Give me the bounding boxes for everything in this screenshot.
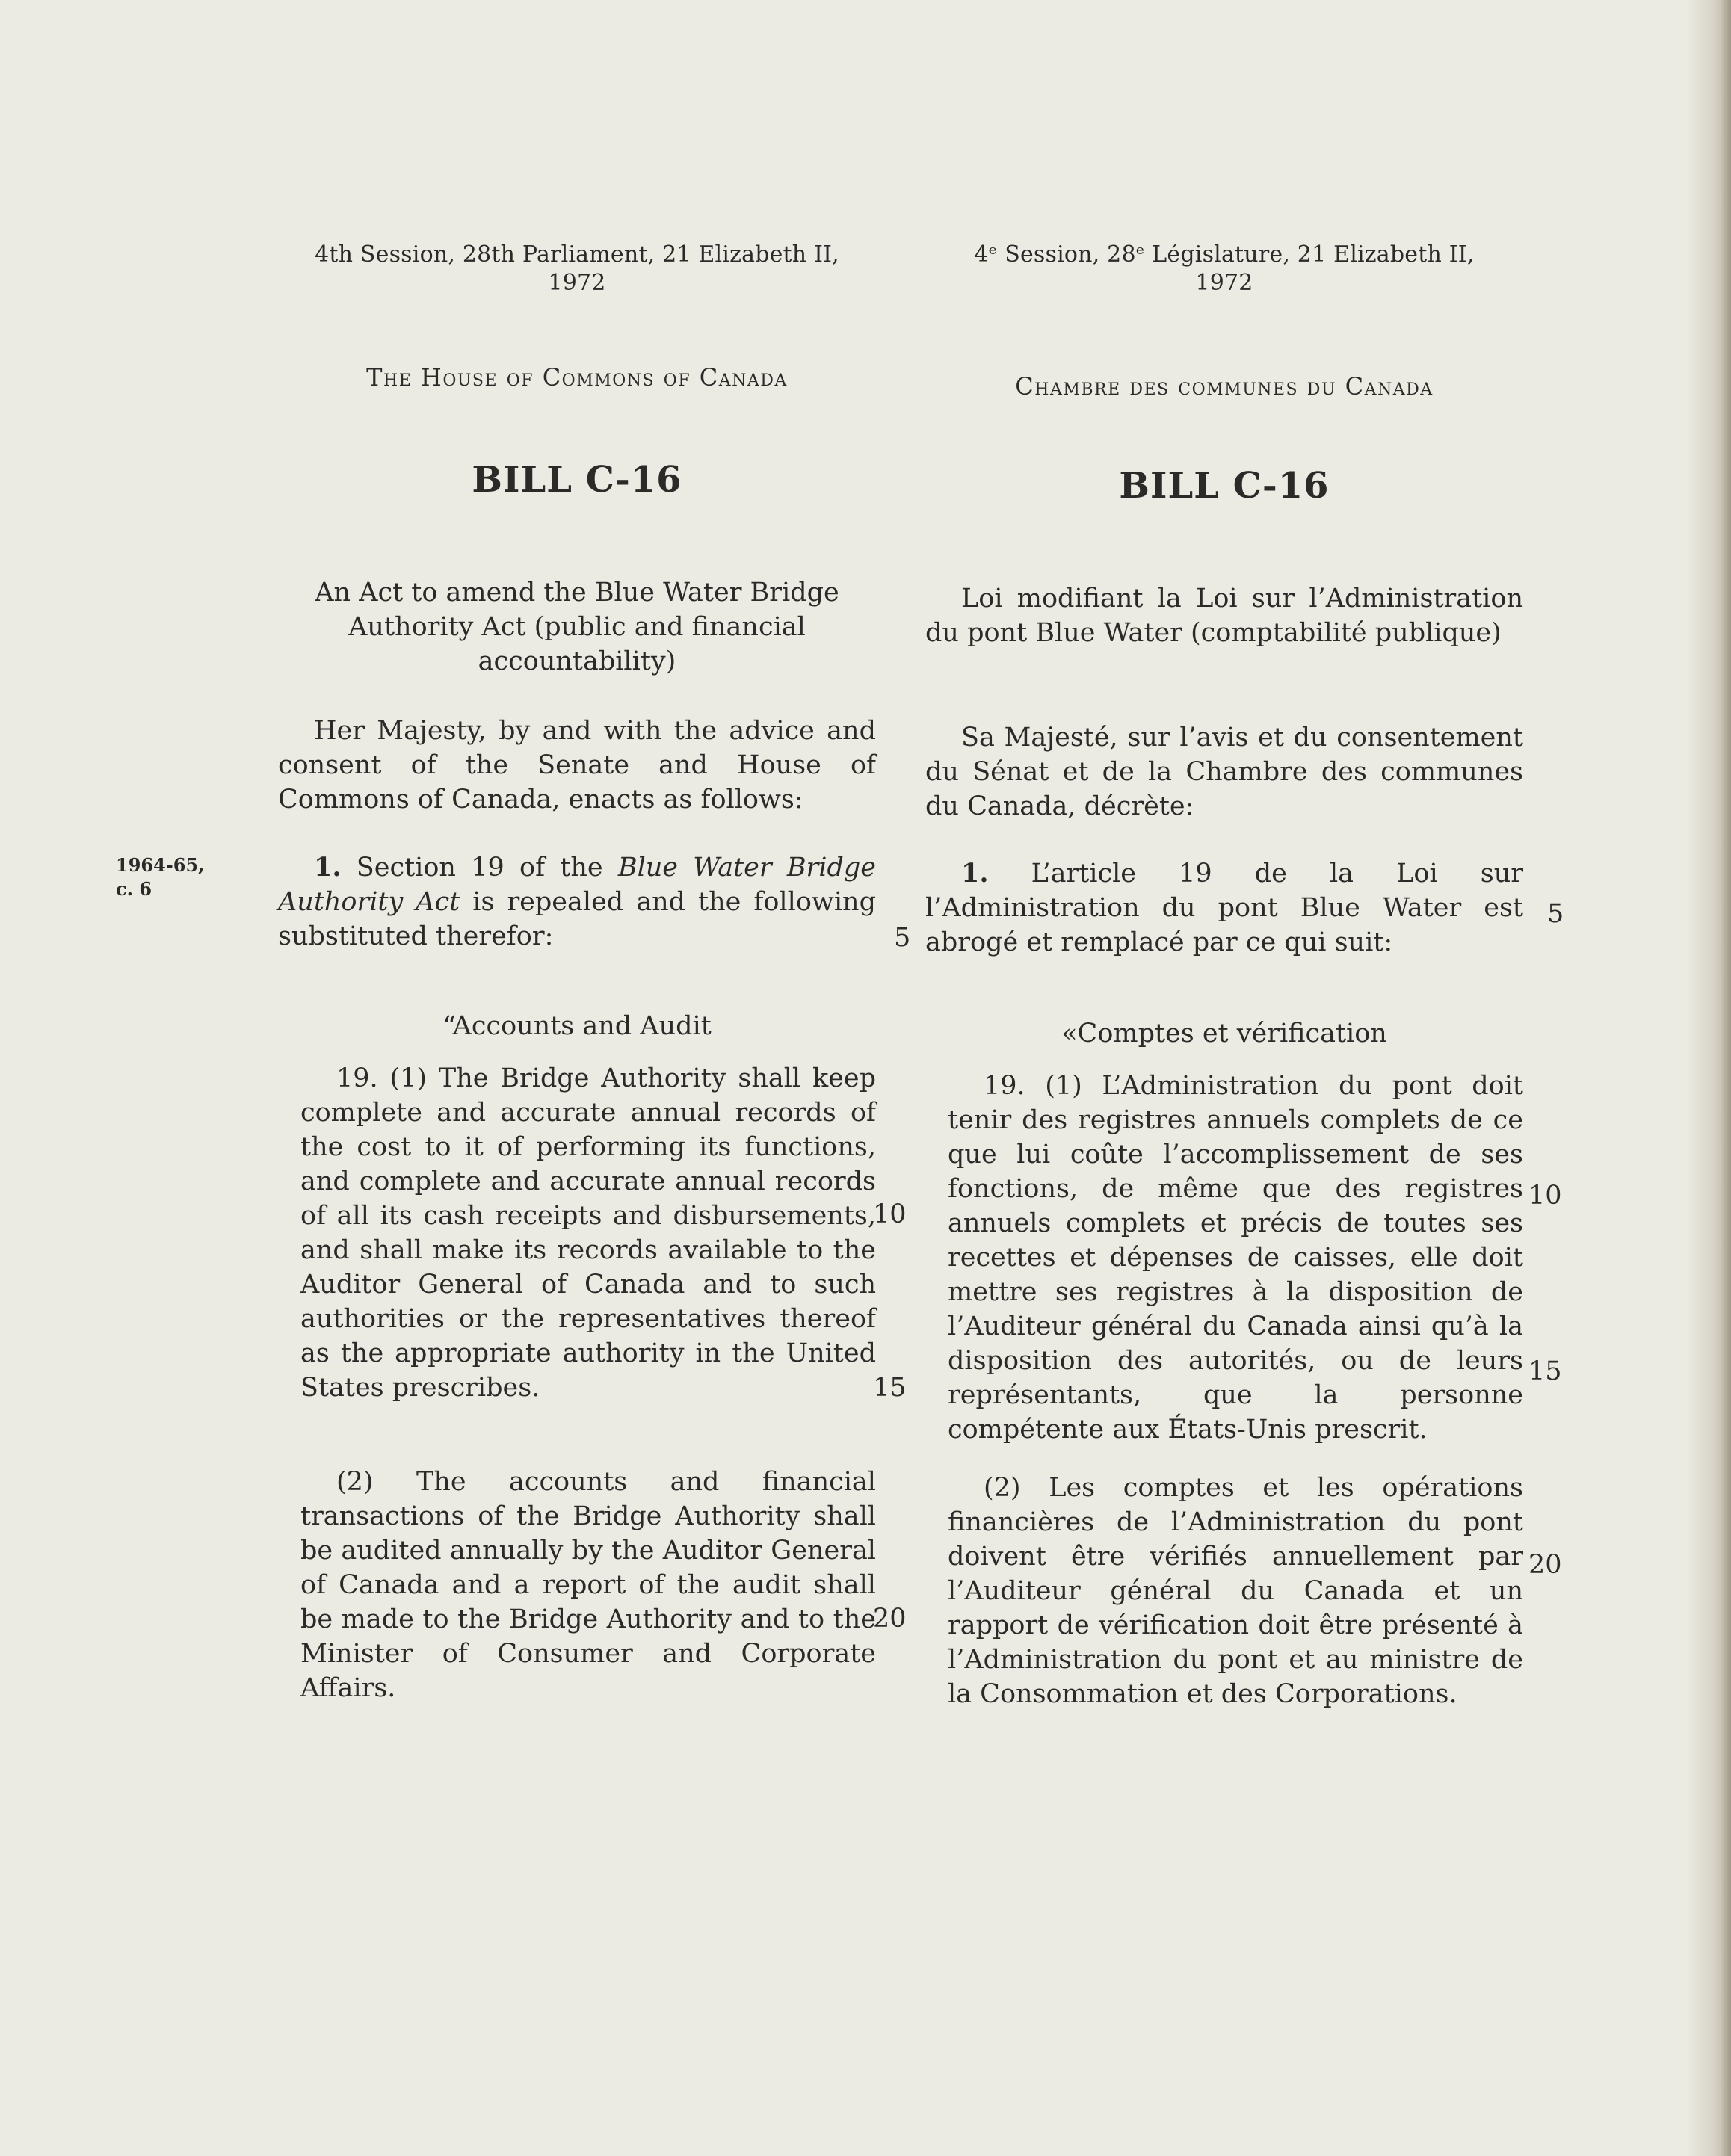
french-session bbox=[925, 241, 1523, 297]
english-heading-accounts-audit: “Accounts and Audit bbox=[442, 1011, 712, 1041]
french-section-1-number: 1. bbox=[961, 858, 989, 889]
english-section-1 bbox=[278, 850, 876, 954]
english-act-name: Blue Water Bridge Authority Act bbox=[278, 853, 876, 917]
english-section-1-text-b: is repealed and the following substituted therefor: bbox=[278, 887, 876, 951]
french-bill-title: BILL C-16 bbox=[1119, 465, 1330, 507]
line-number-20-french: 20 bbox=[1528, 1550, 1562, 1580]
french-house-heading: Chambre des communes du Canada bbox=[1015, 372, 1434, 401]
french-section-1 bbox=[925, 856, 1523, 960]
english-house-heading: The House of Commons of Canada bbox=[366, 363, 788, 392]
line-number-15-english: 15 bbox=[873, 1373, 907, 1403]
french-act-title: Loi modifiant la Loi sur l’Administration du pont Blue Water (comptabilité publique) bbox=[925, 584, 1523, 648]
line-number-20-english: 20 bbox=[873, 1604, 907, 1634]
french-heading-comptes-verification: «Comptes et vérification bbox=[1061, 1019, 1387, 1048]
english-session-line: 4th Session, 28th Parliament, 21 Elizabeth II, bbox=[315, 241, 839, 268]
line-number-15-french: 15 bbox=[1528, 1356, 1562, 1386]
french-enacting-clause: Sa Majesté, sur l’avis et du consentement du Sénat et de la Chambre des communes du Canada, décrète: bbox=[925, 723, 1523, 821]
french-session-line: 4ᵉ Session, 28ᵉ Législature, 21 Elizabeth II, bbox=[974, 241, 1475, 268]
margin-note-chapter: c. 6 bbox=[116, 878, 152, 900]
line-number-5-french: 5 bbox=[1547, 899, 1564, 929]
french-subsection-19-2: (2) Les comptes et les opérations financières de l’Administration du pont doivent être vérifiés annuellement par l’Auditeur général du Canada et un rapport de vérification doit être présenté à l’Administration du pont et au ministre de la Consommation et des Corporations. bbox=[948, 1473, 1523, 1709]
english-bill-title: BILL C-16 bbox=[472, 459, 682, 501]
english-subsection-19-2: (2) The accounts and financial transactions of the Bridge Authority shall be audited annually by the Auditor General of Canada and a report of the audit shall be made to the Bridge Authority and to the Minister of Consumer and Corporate Affairs. bbox=[300, 1467, 876, 1703]
french-subsection-19-1: 19. (1) L’Administration du pont doit tenir des registres annuels complets de ce que lui coûte l’accomplissement de ses fonctions, de même que des registres annuels complets et précis de toutes ses recettes et dépenses de caisses, elle doit mettre ses registres à la disposition de l’Auditeur général du Canada ainsi qu’à la disposition des autorités, ou de leurs représentants, que la personne compétente aux États-Unis prescrit. bbox=[948, 1071, 1523, 1445]
english-section-1-number: 1. bbox=[314, 852, 342, 883]
margin-note bbox=[116, 853, 220, 901]
english-session bbox=[278, 241, 876, 297]
english-act-title: An Act to amend the Blue Water Bridge Authority Act (public and financial accountability) bbox=[315, 578, 839, 676]
line-number-10-english: 10 bbox=[873, 1199, 907, 1229]
french-session-year: 1972 bbox=[1195, 270, 1253, 296]
english-session-year: 1972 bbox=[548, 270, 606, 296]
english-enacting-clause: Her Majesty, by and with the advice and consent of the Senate and House of Commons of Canada, enacts as follows: bbox=[278, 716, 876, 815]
french-section-1-text: L’article 19 de la Loi sur l’Administration du pont Blue Water est abrogé et remplacé par ce qui suit: bbox=[925, 859, 1523, 957]
english-subsection-19-1: 19. (1) The Bridge Authority shall keep complete and accurate annual records of the cost to it of performing its functions, and complete and accurate annual records of all its cash receipts and disbursements, and shall make its records available to the Auditor General of Canada and to such authorities or the representatives thereof as the appropriate authority in the United States prescribes. bbox=[300, 1063, 876, 1403]
line-number-10-french: 10 bbox=[1528, 1181, 1562, 1211]
page-binding-edge bbox=[1721, 0, 1731, 2156]
english-section-1-text-a: Section 19 of the bbox=[341, 853, 618, 883]
margin-note-citation: 1964-65, bbox=[116, 854, 205, 876]
line-number-5-english: 5 bbox=[894, 923, 911, 953]
